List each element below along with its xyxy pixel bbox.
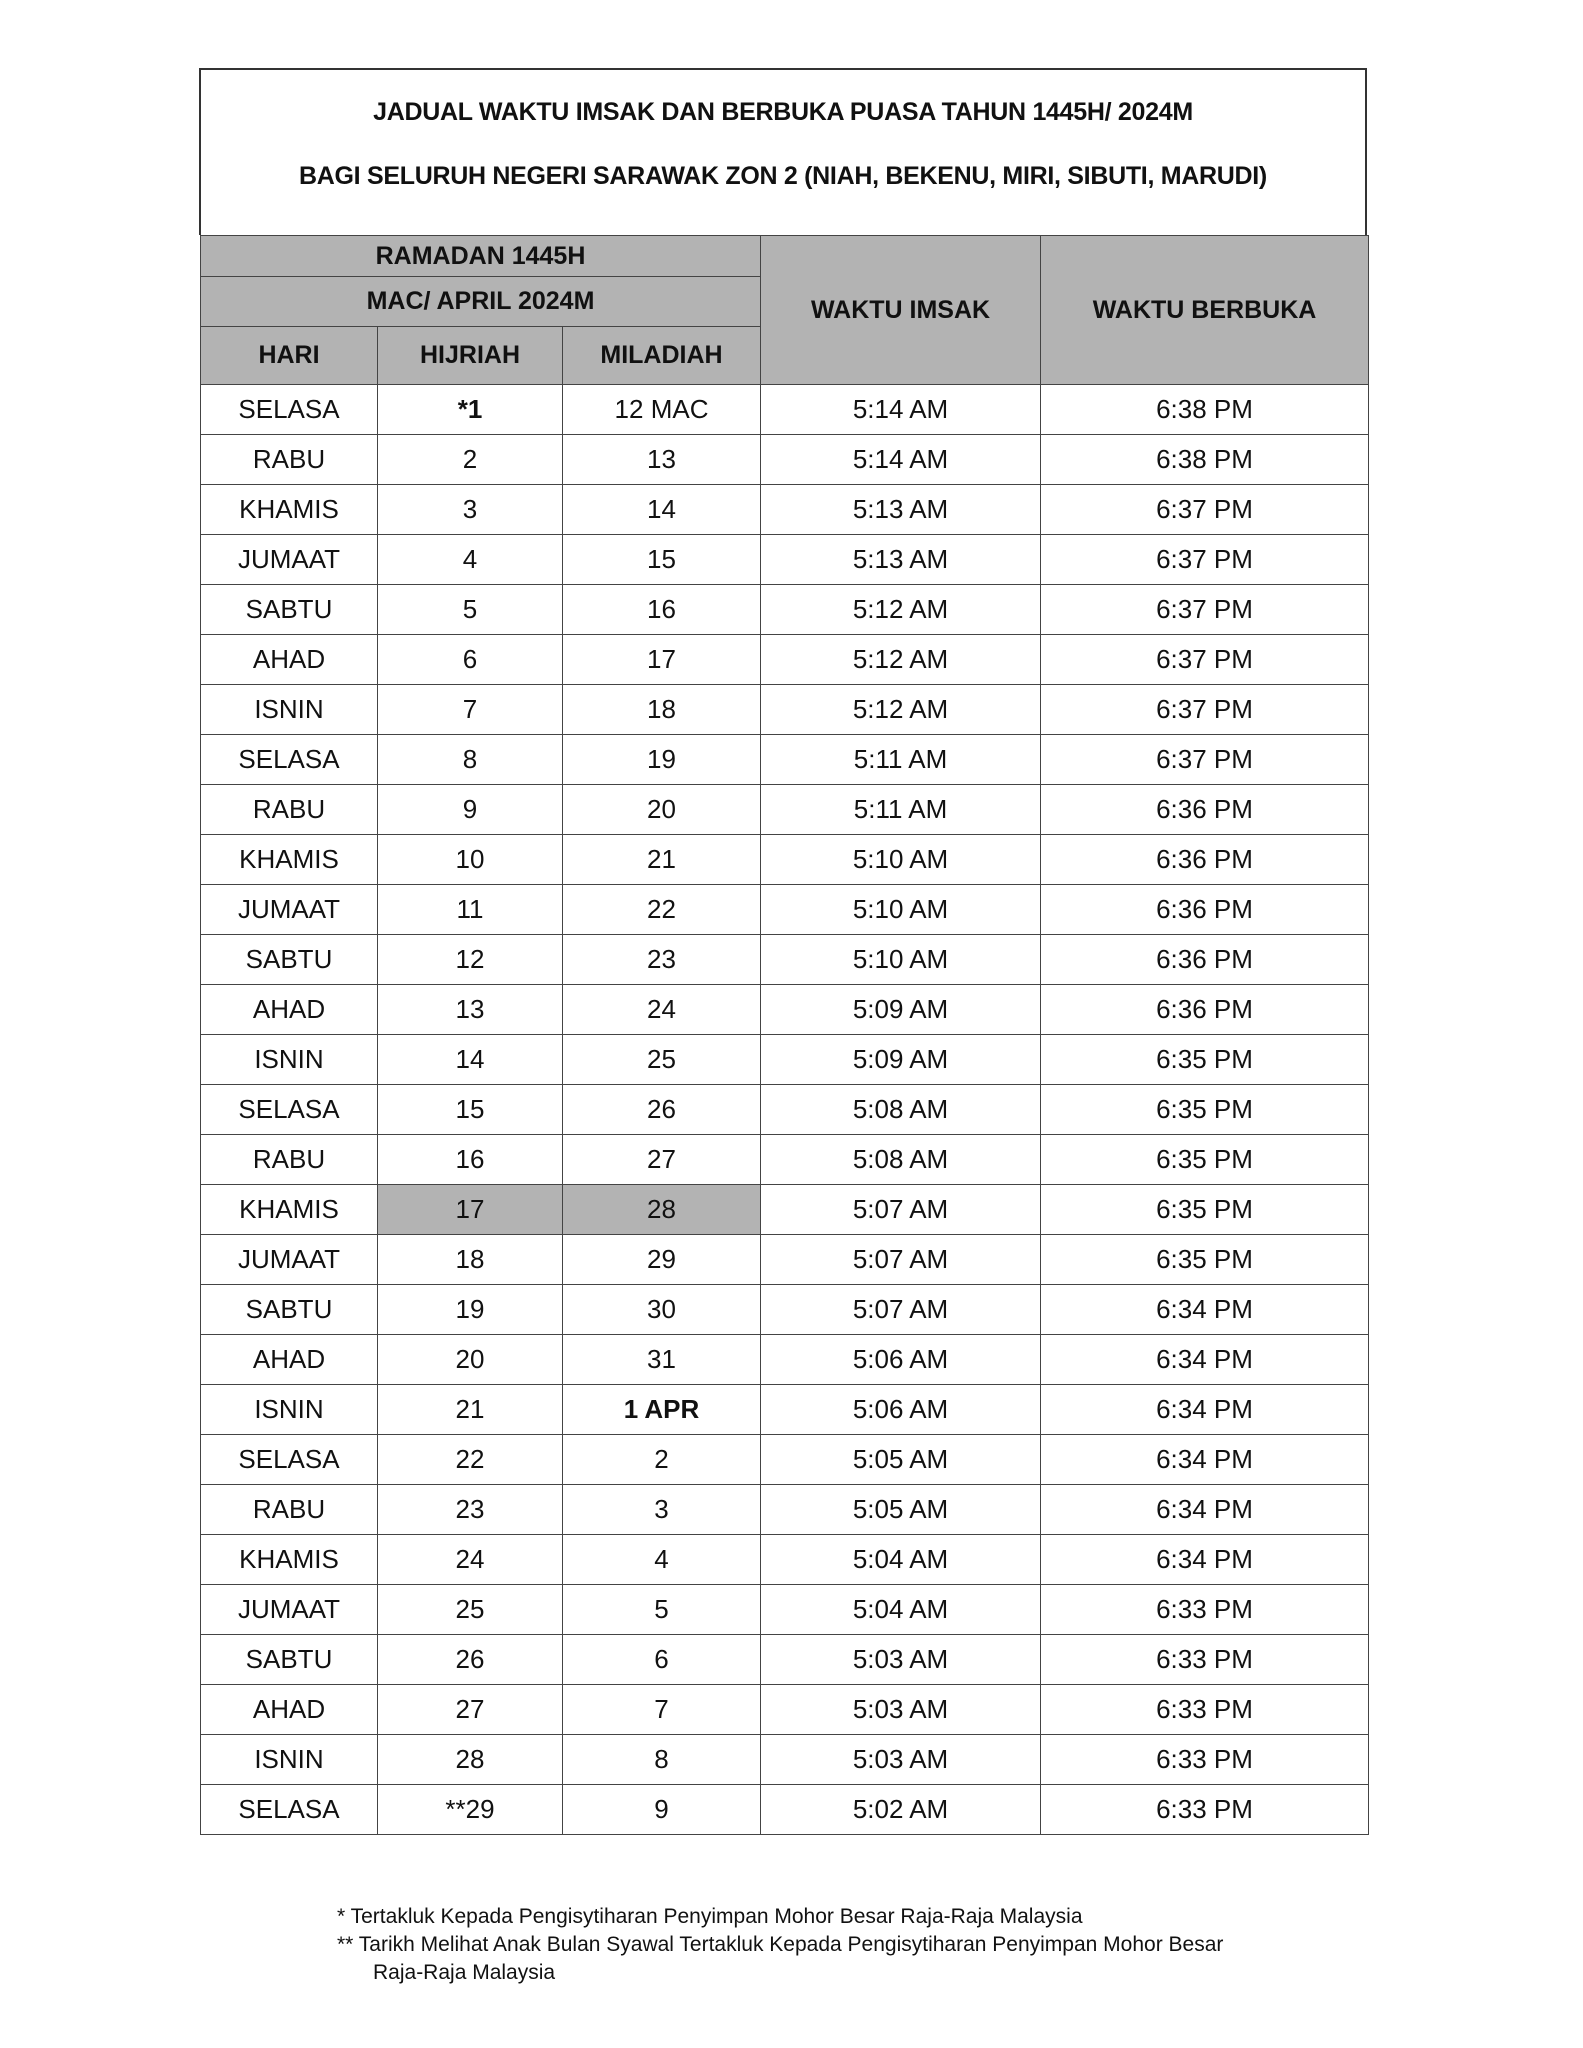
cell-miladiah: 27 [563, 1135, 761, 1185]
cell-imsak: 5:04 AM [761, 1585, 1041, 1635]
cell-hijriah: 7 [378, 685, 563, 735]
cell-hijriah: 25 [378, 1585, 563, 1635]
cell-imsak: 5:09 AM [761, 985, 1041, 1035]
cell-hari: RABU [201, 785, 378, 835]
header-ramadan: RAMADAN 1445H [201, 236, 761, 277]
cell-miladiah: 25 [563, 1035, 761, 1085]
cell-hijriah: 23 [378, 1485, 563, 1535]
cell-hari: SABTU [201, 1285, 378, 1335]
cell-berbuka: 6:34 PM [1041, 1435, 1369, 1485]
table-row [201, 1585, 1369, 1635]
cell-imsak: 5:06 AM [761, 1335, 1041, 1385]
cell-miladiah: 28 [563, 1185, 761, 1235]
document-subtitle: BAGI SELURUH NEGERI SARAWAK ZON 2 (NIAH, BEKENU, MIRI, SIBUTI, MARUDI) [299, 162, 1267, 190]
cell-hari: AHAD [201, 635, 378, 685]
cell-hijriah: 26 [378, 1635, 563, 1685]
cell-miladiah: 13 [563, 435, 761, 485]
cell-hijriah: 18 [378, 1235, 563, 1285]
table-row [201, 535, 1369, 585]
cell-berbuka: 6:36 PM [1041, 785, 1369, 835]
header-hijriah: HIJRIAH [378, 327, 563, 385]
cell-hijriah: 4 [378, 535, 563, 585]
cell-imsak: 5:11 AM [761, 735, 1041, 785]
cell-imsak: 5:06 AM [761, 1385, 1041, 1435]
cell-miladiah: 3 [563, 1485, 761, 1535]
cell-hari: SELASA [201, 385, 378, 435]
cell-hari: KHAMIS [201, 835, 378, 885]
cell-hijriah: 14 [378, 1035, 563, 1085]
table-row [201, 1735, 1369, 1785]
cell-imsak: 5:12 AM [761, 635, 1041, 685]
cell-berbuka: 6:34 PM [1041, 1285, 1369, 1335]
cell-hari: SELASA [201, 735, 378, 785]
cell-miladiah: 12 MAC [563, 385, 761, 435]
table-row [201, 1385, 1369, 1435]
cell-hijriah: 16 [378, 1135, 563, 1185]
cell-berbuka: 6:34 PM [1041, 1535, 1369, 1585]
cell-imsak: 5:10 AM [761, 935, 1041, 985]
header-hari: HARI [201, 327, 378, 385]
cell-hijriah: 6 [378, 635, 563, 685]
cell-hari: RABU [201, 435, 378, 485]
cell-hijriah: 20 [378, 1335, 563, 1385]
cell-hari: AHAD [201, 1335, 378, 1385]
header-berbuka: WAKTU BERBUKA [1041, 236, 1369, 385]
table-row [201, 385, 1369, 435]
cell-hari: ISNIN [201, 1035, 378, 1085]
cell-miladiah: 29 [563, 1235, 761, 1285]
table-row [201, 485, 1369, 535]
cell-hijriah: 27 [378, 1685, 563, 1735]
schedule-table [200, 235, 1369, 1835]
table-row [201, 785, 1369, 835]
cell-hari: JUMAAT [201, 1585, 378, 1635]
cell-imsak: 5:14 AM [761, 385, 1041, 435]
table-row [201, 835, 1369, 885]
cell-miladiah: 26 [563, 1085, 761, 1135]
cell-miladiah: 24 [563, 985, 761, 1035]
cell-hari: AHAD [201, 985, 378, 1035]
header-miladiah: MILADIAH [563, 327, 761, 385]
cell-miladiah: 8 [563, 1735, 761, 1785]
cell-hari: SABTU [201, 935, 378, 985]
cell-berbuka: 6:33 PM [1041, 1635, 1369, 1685]
cell-hari: JUMAAT [201, 885, 378, 935]
table-row [201, 1235, 1369, 1285]
cell-berbuka: 6:33 PM [1041, 1785, 1369, 1835]
cell-imsak: 5:08 AM [761, 1085, 1041, 1135]
cell-hijriah: 12 [378, 935, 563, 985]
header-month: MAC/ APRIL 2024M [201, 277, 761, 327]
cell-miladiah: 4 [563, 1535, 761, 1585]
cell-miladiah: 22 [563, 885, 761, 935]
footnote-1: * Tertakluk Kepada Pengisytiharan Penyimpan Mohor Besar Raja-Raja Malaysia [337, 1905, 1083, 1928]
cell-miladiah: 15 [563, 535, 761, 585]
cell-hari: RABU [201, 1135, 378, 1185]
cell-hijriah: 10 [378, 835, 563, 885]
cell-hari: ISNIN [201, 685, 378, 735]
cell-hari: JUMAAT [201, 1235, 378, 1285]
cell-miladiah: 23 [563, 935, 761, 985]
table-row [201, 1085, 1369, 1135]
cell-berbuka: 6:34 PM [1041, 1335, 1369, 1385]
table-row [201, 935, 1369, 985]
cell-imsak: 5:10 AM [761, 835, 1041, 885]
cell-hijriah: 28 [378, 1735, 563, 1785]
cell-hijriah: 9 [378, 785, 563, 835]
cell-hari: ISNIN [201, 1735, 378, 1785]
table-row [201, 985, 1369, 1035]
cell-imsak: 5:05 AM [761, 1485, 1041, 1535]
table-row [201, 1785, 1369, 1835]
cell-berbuka: 6:35 PM [1041, 1235, 1369, 1285]
cell-miladiah: 20 [563, 785, 761, 835]
cell-berbuka: 6:37 PM [1041, 635, 1369, 685]
cell-hijriah: 22 [378, 1435, 563, 1485]
cell-miladiah: 2 [563, 1435, 761, 1485]
table-row [201, 1435, 1369, 1485]
footnote-2-continued: Raja-Raja Malaysia [373, 1961, 556, 1984]
cell-imsak: 5:07 AM [761, 1285, 1041, 1335]
cell-imsak: 5:03 AM [761, 1685, 1041, 1735]
cell-miladiah: 7 [563, 1685, 761, 1735]
table-row [201, 1685, 1369, 1735]
table-row [201, 1285, 1369, 1335]
title-box [199, 68, 1367, 235]
cell-hari: KHAMIS [201, 485, 378, 535]
cell-imsak: 5:12 AM [761, 685, 1041, 735]
cell-hijriah: 24 [378, 1535, 563, 1585]
cell-hari: SELASA [201, 1785, 378, 1835]
cell-berbuka: 6:34 PM [1041, 1485, 1369, 1535]
cell-imsak: 5:07 AM [761, 1235, 1041, 1285]
cell-imsak: 5:07 AM [761, 1185, 1041, 1235]
cell-miladiah: 31 [563, 1335, 761, 1385]
cell-berbuka: 6:37 PM [1041, 485, 1369, 535]
cell-miladiah: 21 [563, 835, 761, 885]
cell-berbuka: 6:35 PM [1041, 1135, 1369, 1185]
cell-hari: AHAD [201, 1685, 378, 1735]
cell-miladiah: 6 [563, 1635, 761, 1685]
table-row [201, 1335, 1369, 1385]
cell-berbuka: 6:36 PM [1041, 835, 1369, 885]
cell-imsak: 5:13 AM [761, 535, 1041, 585]
cell-imsak: 5:05 AM [761, 1435, 1041, 1485]
cell-hijriah: 3 [378, 485, 563, 535]
cell-berbuka: 6:36 PM [1041, 985, 1369, 1035]
cell-miladiah: 30 [563, 1285, 761, 1335]
table-row [201, 1635, 1369, 1685]
table-row [201, 735, 1369, 785]
cell-imsak: 5:12 AM [761, 585, 1041, 635]
cell-berbuka: 6:38 PM [1041, 385, 1369, 435]
cell-miladiah: 17 [563, 635, 761, 685]
table-row [201, 1485, 1369, 1535]
cell-berbuka: 6:37 PM [1041, 735, 1369, 785]
cell-miladiah: 9 [563, 1785, 761, 1835]
cell-imsak: 5:08 AM [761, 1135, 1041, 1185]
cell-hari: KHAMIS [201, 1535, 378, 1585]
table-row [201, 1185, 1369, 1235]
table-row [201, 585, 1369, 635]
table-row [201, 1535, 1369, 1585]
cell-hijriah: 17 [378, 1185, 563, 1235]
cell-hijriah: 8 [378, 735, 563, 785]
table-row [201, 1035, 1369, 1085]
cell-hari: RABU [201, 1485, 378, 1535]
cell-miladiah: 1 APR [563, 1385, 761, 1435]
cell-berbuka: 6:38 PM [1041, 435, 1369, 485]
cell-miladiah: 19 [563, 735, 761, 785]
cell-hari: ISNIN [201, 1385, 378, 1435]
cell-hijriah: 2 [378, 435, 563, 485]
cell-berbuka: 6:35 PM [1041, 1185, 1369, 1235]
cell-hari: SELASA [201, 1085, 378, 1135]
cell-hari: KHAMIS [201, 1185, 378, 1235]
cell-imsak: 5:03 AM [761, 1735, 1041, 1785]
cell-hari: SABTU [201, 1635, 378, 1685]
cell-miladiah: 14 [563, 485, 761, 535]
cell-imsak: 5:09 AM [761, 1035, 1041, 1085]
cell-hijriah: 13 [378, 985, 563, 1035]
cell-berbuka: 6:33 PM [1041, 1685, 1369, 1735]
cell-hijriah: 21 [378, 1385, 563, 1435]
header-imsak: WAKTU IMSAK [761, 236, 1041, 385]
cell-imsak: 5:04 AM [761, 1535, 1041, 1585]
cell-hari: SELASA [201, 1435, 378, 1485]
cell-hijriah: 11 [378, 885, 563, 935]
cell-berbuka: 6:33 PM [1041, 1735, 1369, 1785]
table-row [201, 435, 1369, 485]
table-row [201, 885, 1369, 935]
cell-berbuka: 6:36 PM [1041, 885, 1369, 935]
cell-berbuka: 6:37 PM [1041, 535, 1369, 585]
document-title: JADUAL WAKTU IMSAK DAN BERBUKA PUASA TAHUN 1445H/ 2024M [373, 98, 1193, 126]
cell-imsak: 5:11 AM [761, 785, 1041, 835]
cell-berbuka: 6:35 PM [1041, 1085, 1369, 1135]
cell-imsak: 5:14 AM [761, 435, 1041, 485]
cell-miladiah: 16 [563, 585, 761, 635]
footnote-2: ** Tarikh Melihat Anak Bulan Syawal Tertakluk Kepada Pengisytiharan Penyimpan Mohor Besar [337, 1933, 1224, 1956]
table-row [201, 635, 1369, 685]
cell-imsak: 5:10 AM [761, 885, 1041, 935]
cell-berbuka: 6:34 PM [1041, 1385, 1369, 1435]
table-body [201, 385, 1369, 1835]
cell-imsak: 5:13 AM [761, 485, 1041, 535]
cell-imsak: 5:03 AM [761, 1635, 1041, 1685]
cell-berbuka: 6:35 PM [1041, 1035, 1369, 1085]
cell-berbuka: 6:37 PM [1041, 585, 1369, 635]
cell-hijriah: 5 [378, 585, 563, 635]
cell-berbuka: 6:33 PM [1041, 1585, 1369, 1635]
cell-hijriah: 19 [378, 1285, 563, 1335]
footnotes [337, 1903, 1223, 1987]
cell-miladiah: 18 [563, 685, 761, 735]
cell-hijriah: *1 [378, 385, 563, 435]
table-row [201, 1135, 1369, 1185]
cell-imsak: 5:02 AM [761, 1785, 1041, 1835]
cell-berbuka: 6:36 PM [1041, 935, 1369, 985]
cell-hijriah: **29 [378, 1785, 563, 1835]
cell-hijriah: 15 [378, 1085, 563, 1135]
cell-hari: JUMAAT [201, 535, 378, 585]
cell-berbuka: 6:37 PM [1041, 685, 1369, 735]
cell-miladiah: 5 [563, 1585, 761, 1635]
cell-hari: SABTU [201, 585, 378, 635]
table-row [201, 685, 1369, 735]
